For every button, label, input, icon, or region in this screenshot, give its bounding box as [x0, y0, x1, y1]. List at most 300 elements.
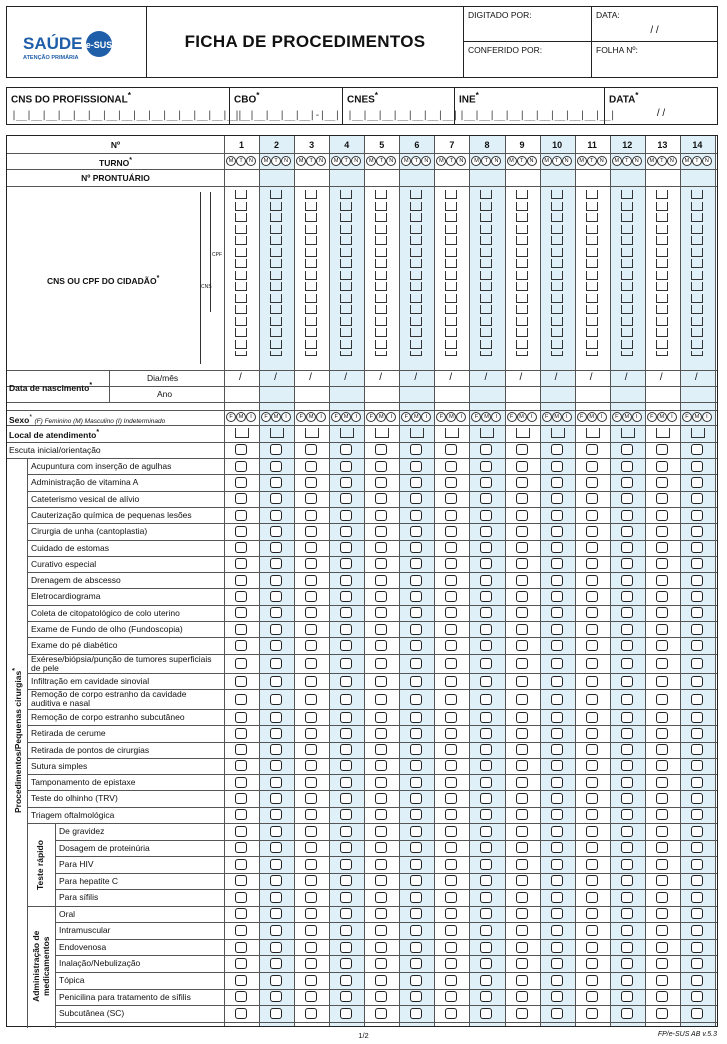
cns-digit-box[interactable] — [270, 202, 282, 211]
cns-digit-box[interactable] — [621, 294, 633, 303]
cns-digit-box[interactable] — [410, 351, 422, 356]
checkbox[interactable] — [691, 859, 703, 870]
checkbox[interactable] — [410, 477, 422, 488]
checkbox[interactable] — [445, 461, 457, 472]
cns-digit-box[interactable] — [340, 294, 352, 303]
sexo-selector[interactable]: F M I — [471, 412, 501, 422]
checkbox[interactable] — [516, 975, 528, 986]
cns-digit-box[interactable] — [270, 282, 282, 291]
turno-selector[interactable]: M T N — [261, 156, 291, 166]
checkbox[interactable] — [340, 542, 352, 553]
cns-digit-box[interactable] — [691, 248, 703, 257]
checkbox[interactable] — [235, 493, 247, 504]
cns-digit-box[interactable] — [270, 271, 282, 280]
cns-digit-box[interactable] — [586, 248, 598, 257]
checkbox[interactable] — [270, 591, 282, 602]
cns-digit-box[interactable] — [551, 328, 563, 337]
checkbox[interactable] — [410, 607, 422, 618]
checkbox[interactable] — [480, 859, 492, 870]
cns-digit-box[interactable] — [375, 351, 387, 356]
cns-digit-box[interactable] — [656, 248, 668, 257]
checkbox[interactable] — [586, 591, 598, 602]
cns-digit-box[interactable] — [621, 340, 633, 349]
checkbox[interactable] — [516, 842, 528, 853]
checkbox[interactable] — [621, 493, 633, 504]
date-slash[interactable]: / — [554, 372, 558, 383]
checkbox[interactable] — [656, 542, 668, 553]
checkbox[interactable] — [480, 942, 492, 953]
cns-digit-box[interactable] — [480, 202, 492, 211]
cns-digit-box[interactable] — [235, 317, 247, 326]
checkbox[interactable] — [235, 826, 247, 837]
date-slash[interactable]: / — [484, 372, 488, 383]
checkbox[interactable] — [621, 942, 633, 953]
checkbox[interactable] — [621, 760, 633, 771]
checkbox[interactable] — [480, 1008, 492, 1019]
cns-digit-box[interactable] — [480, 328, 492, 337]
checkbox[interactable] — [586, 444, 598, 455]
checkbox[interactable] — [410, 975, 422, 986]
checkbox[interactable] — [621, 908, 633, 919]
checkbox[interactable] — [621, 958, 633, 969]
cns-digit-box[interactable] — [235, 340, 247, 349]
checkbox[interactable] — [691, 875, 703, 886]
cns-digit-box[interactable] — [305, 282, 317, 291]
checkbox[interactable] — [656, 892, 668, 903]
checkbox[interactable] — [551, 607, 563, 618]
checkbox[interactable] — [305, 793, 317, 804]
cns-digit-box[interactable] — [480, 282, 492, 291]
sexo-selector[interactable]: F M I — [507, 412, 537, 422]
checkbox[interactable] — [305, 658, 317, 669]
checkbox[interactable] — [375, 942, 387, 953]
sexo-selector[interactable]: F M I — [577, 412, 607, 422]
checkbox[interactable] — [480, 575, 492, 586]
checkbox[interactable] — [586, 859, 598, 870]
cns-digit-box[interactable] — [375, 328, 387, 337]
checkbox[interactable] — [375, 510, 387, 521]
cns-profissional-field[interactable]: CNS DO PROFISSIONAL* |__|__|__|__|__|__|__|__|__|__|__|__|__|__|__| — [7, 88, 230, 124]
checkbox[interactable] — [480, 875, 492, 886]
checkbox[interactable] — [410, 542, 422, 553]
checkbox[interactable] — [656, 676, 668, 687]
checkbox[interactable] — [340, 712, 352, 723]
checkbox[interactable] — [305, 728, 317, 739]
checkbox[interactable] — [305, 640, 317, 651]
checkbox[interactable] — [340, 1008, 352, 1019]
date-slash[interactable]: / — [344, 372, 347, 383]
cns-digit-box[interactable] — [586, 328, 598, 337]
cns-digit-box[interactable] — [410, 213, 422, 222]
local-box[interactable] — [516, 428, 530, 438]
checkbox[interactable] — [621, 744, 633, 755]
cns-digit-box[interactable] — [586, 317, 598, 326]
checkbox[interactable] — [235, 658, 247, 669]
checkbox[interactable] — [235, 809, 247, 820]
checkbox[interactable] — [270, 728, 282, 739]
checkbox[interactable] — [551, 728, 563, 739]
checkbox[interactable] — [516, 591, 528, 602]
cns-digit-box[interactable] — [305, 294, 317, 303]
cns-digit-box[interactable] — [305, 202, 317, 211]
turno-selector[interactable]: M T N — [612, 156, 642, 166]
checkbox[interactable] — [691, 925, 703, 936]
cns-digit-box[interactable] — [375, 340, 387, 349]
checkbox[interactable] — [375, 694, 387, 705]
checkbox[interactable] — [340, 461, 352, 472]
checkbox[interactable] — [445, 777, 457, 788]
cns-digit-box[interactable] — [656, 271, 668, 280]
cns-digit-box[interactable] — [480, 271, 492, 280]
cns-digit-box[interactable] — [691, 271, 703, 280]
checkbox[interactable] — [691, 461, 703, 472]
checkbox[interactable] — [340, 624, 352, 635]
checkbox[interactable] — [270, 942, 282, 953]
cns-digit-box[interactable] — [270, 248, 282, 257]
cns-digit-box[interactable] — [551, 294, 563, 303]
checkbox[interactable] — [305, 744, 317, 755]
checkbox[interactable] — [375, 975, 387, 986]
checkbox[interactable] — [270, 991, 282, 1002]
checkbox[interactable] — [340, 942, 352, 953]
checkbox[interactable] — [551, 477, 563, 488]
checkbox[interactable] — [445, 744, 457, 755]
checkbox[interactable] — [340, 760, 352, 771]
checkbox[interactable] — [656, 760, 668, 771]
sexo-selector[interactable]: F M I — [261, 412, 291, 422]
cns-digit-box[interactable] — [270, 317, 282, 326]
turno-selector[interactable]: M T N — [401, 156, 431, 166]
checkbox[interactable] — [480, 591, 492, 602]
cns-digit-box[interactable] — [551, 340, 563, 349]
cns-digit-box[interactable] — [340, 340, 352, 349]
checkbox[interactable] — [235, 793, 247, 804]
cns-digit-box[interactable] — [480, 317, 492, 326]
cns-digit-box[interactable] — [410, 317, 422, 326]
checkbox[interactable] — [410, 444, 422, 455]
checkbox[interactable] — [621, 777, 633, 788]
cns-digit-box[interactable] — [375, 271, 387, 280]
checkbox[interactable] — [551, 658, 563, 669]
checkbox[interactable] — [375, 1008, 387, 1019]
checkbox[interactable] — [516, 712, 528, 723]
checkbox[interactable] — [410, 676, 422, 687]
checkbox[interactable] — [586, 942, 598, 953]
checkbox[interactable] — [656, 712, 668, 723]
checkbox[interactable] — [586, 624, 598, 635]
checkbox[interactable] — [480, 809, 492, 820]
checkbox[interactable] — [551, 793, 563, 804]
cns-digit-box[interactable] — [691, 317, 703, 326]
cns-digit-box[interactable] — [516, 225, 528, 234]
cns-digit-box[interactable] — [445, 282, 457, 291]
checkbox[interactable] — [270, 477, 282, 488]
checkbox[interactable] — [516, 640, 528, 651]
turno-selector[interactable]: M T N — [226, 156, 256, 166]
checkbox[interactable] — [270, 607, 282, 618]
checkbox[interactable] — [410, 908, 422, 919]
checkbox[interactable] — [305, 510, 317, 521]
checkbox[interactable] — [480, 793, 492, 804]
checkbox[interactable] — [586, 712, 598, 723]
checkbox[interactable] — [305, 607, 317, 618]
checkbox[interactable] — [691, 728, 703, 739]
checkbox[interactable] — [691, 892, 703, 903]
prof-data-field[interactable]: DATA* / / — [609, 90, 666, 120]
checkbox[interactable] — [586, 958, 598, 969]
cns-digit-box[interactable] — [305, 305, 317, 314]
checkbox[interactable] — [691, 975, 703, 986]
cns-digit-box[interactable] — [621, 236, 633, 245]
checkbox[interactable] — [551, 676, 563, 687]
cns-digit-box[interactable] — [586, 294, 598, 303]
local-box[interactable] — [621, 428, 635, 438]
checkbox[interactable] — [480, 624, 492, 635]
checkbox[interactable] — [235, 640, 247, 651]
local-box[interactable] — [691, 428, 705, 438]
checkbox[interactable] — [621, 477, 633, 488]
checkbox[interactable] — [235, 728, 247, 739]
checkbox[interactable] — [516, 542, 528, 553]
checkbox[interactable] — [235, 908, 247, 919]
checkbox[interactable] — [340, 526, 352, 537]
checkbox[interactable] — [551, 942, 563, 953]
checkbox[interactable] — [656, 575, 668, 586]
cns-digit-box[interactable] — [270, 259, 282, 268]
cns-digit-box[interactable] — [235, 202, 247, 211]
date-slash[interactable]: / — [519, 372, 523, 383]
checkbox[interactable] — [445, 640, 457, 651]
cns-digit-box[interactable] — [551, 225, 563, 234]
checkbox[interactable] — [410, 575, 422, 586]
cns-digit-box[interactable] — [375, 282, 387, 291]
cns-digit-box[interactable] — [586, 271, 598, 280]
checkbox[interactable] — [516, 809, 528, 820]
checkbox[interactable] — [445, 925, 457, 936]
sexo-selector[interactable]: F M I — [226, 412, 256, 422]
checkbox[interactable] — [340, 975, 352, 986]
cns-digit-box[interactable] — [270, 305, 282, 314]
checkbox[interactable] — [340, 591, 352, 602]
date-slash[interactable]: / — [589, 372, 593, 383]
checkbox[interactable] — [270, 444, 282, 455]
checkbox[interactable] — [516, 558, 528, 569]
checkbox[interactable] — [235, 777, 247, 788]
checkbox[interactable] — [480, 510, 492, 521]
checkbox[interactable] — [305, 925, 317, 936]
sexo-selector[interactable]: F M I — [612, 412, 642, 422]
cns-digit-box[interactable] — [235, 282, 247, 291]
cns-digit-box[interactable] — [340, 351, 352, 356]
checkbox[interactable] — [375, 461, 387, 472]
checkbox[interactable] — [410, 942, 422, 953]
checkbox[interactable] — [621, 728, 633, 739]
checkbox[interactable] — [551, 908, 563, 919]
checkbox[interactable] — [270, 461, 282, 472]
cns-digit-box[interactable] — [305, 351, 317, 356]
checkbox[interactable] — [375, 624, 387, 635]
local-box[interactable] — [551, 428, 565, 438]
checkbox[interactable] — [691, 510, 703, 521]
checkbox[interactable] — [551, 624, 563, 635]
checkbox[interactable] — [586, 461, 598, 472]
cns-digit-box[interactable] — [656, 328, 668, 337]
cns-digit-box[interactable] — [445, 236, 457, 245]
checkbox[interactable] — [270, 558, 282, 569]
cns-digit-box[interactable] — [305, 236, 317, 245]
cns-digit-box[interactable] — [691, 259, 703, 268]
cns-digit-box[interactable] — [516, 236, 528, 245]
cns-digit-box[interactable] — [410, 282, 422, 291]
checkbox[interactable] — [235, 958, 247, 969]
checkbox[interactable] — [410, 744, 422, 755]
checkbox[interactable] — [691, 942, 703, 953]
checkbox[interactable] — [375, 493, 387, 504]
checkbox[interactable] — [235, 1008, 247, 1019]
checkbox[interactable] — [410, 624, 422, 635]
checkbox[interactable] — [691, 991, 703, 1002]
checkbox[interactable] — [235, 892, 247, 903]
cns-digit-box[interactable] — [340, 282, 352, 291]
checkbox[interactable] — [340, 744, 352, 755]
cns-digit-box[interactable] — [235, 328, 247, 337]
local-box[interactable] — [586, 428, 600, 438]
checkbox[interactable] — [340, 728, 352, 739]
checkbox[interactable] — [656, 728, 668, 739]
checkbox[interactable] — [375, 744, 387, 755]
cns-digit-box[interactable] — [691, 282, 703, 291]
sexo-selector[interactable]: F M I — [682, 412, 712, 422]
checkbox[interactable] — [586, 925, 598, 936]
checkbox[interactable] — [305, 676, 317, 687]
checkbox[interactable] — [551, 809, 563, 820]
checkbox[interactable] — [621, 975, 633, 986]
checkbox[interactable] — [516, 607, 528, 618]
checkbox[interactable] — [305, 575, 317, 586]
checkbox[interactable] — [270, 842, 282, 853]
cns-digit-box[interactable] — [445, 213, 457, 222]
cns-digit-box[interactable] — [621, 328, 633, 337]
checkbox[interactable] — [480, 728, 492, 739]
checkbox[interactable] — [551, 542, 563, 553]
cns-digit-box[interactable] — [480, 248, 492, 257]
turno-selector[interactable]: M T N — [507, 156, 537, 166]
checkbox[interactable] — [270, 526, 282, 537]
checkbox[interactable] — [445, 542, 457, 553]
cns-digit-box[interactable] — [656, 282, 668, 291]
local-box[interactable] — [656, 428, 670, 438]
checkbox[interactable] — [516, 991, 528, 1002]
checkbox[interactable] — [340, 859, 352, 870]
sexo-selector[interactable]: F M I — [401, 412, 431, 422]
checkbox[interactable] — [410, 658, 422, 669]
checkbox[interactable] — [586, 575, 598, 586]
checkbox[interactable] — [410, 728, 422, 739]
checkbox[interactable] — [691, 809, 703, 820]
cns-digit-box[interactable] — [480, 259, 492, 268]
checkbox[interactable] — [656, 607, 668, 618]
checkbox[interactable] — [551, 760, 563, 771]
cns-digit-box[interactable] — [270, 225, 282, 234]
data-field[interactable]: DATA: / / — [592, 7, 717, 42]
checkbox[interactable] — [516, 958, 528, 969]
checkbox[interactable] — [551, 875, 563, 886]
cns-digit-box[interactable] — [270, 328, 282, 337]
checkbox[interactable] — [586, 975, 598, 986]
checkbox[interactable] — [270, 826, 282, 837]
cns-digit-box[interactable] — [621, 317, 633, 326]
checkbox[interactable] — [586, 777, 598, 788]
checkbox[interactable] — [445, 975, 457, 986]
checkbox[interactable] — [235, 526, 247, 537]
checkbox[interactable] — [551, 526, 563, 537]
cns-digit-box[interactable] — [340, 259, 352, 268]
checkbox[interactable] — [656, 444, 668, 455]
checkbox[interactable] — [621, 444, 633, 455]
checkbox[interactable] — [340, 658, 352, 669]
checkbox[interactable] — [691, 575, 703, 586]
local-box[interactable] — [235, 428, 249, 438]
checkbox[interactable] — [516, 744, 528, 755]
cns-digit-box[interactable] — [516, 282, 528, 291]
checkbox[interactable] — [516, 942, 528, 953]
cns-digit-box[interactable] — [656, 351, 668, 356]
conferido-por-field[interactable]: CONFERIDO POR: — [464, 42, 592, 77]
checkbox[interactable] — [410, 493, 422, 504]
checkbox[interactable] — [410, 591, 422, 602]
checkbox[interactable] — [270, 760, 282, 771]
checkbox[interactable] — [375, 542, 387, 553]
cns-digit-box[interactable] — [235, 294, 247, 303]
checkbox[interactable] — [586, 728, 598, 739]
checkbox[interactable] — [656, 826, 668, 837]
checkbox[interactable] — [480, 826, 492, 837]
checkbox[interactable] — [656, 624, 668, 635]
checkbox[interactable] — [445, 892, 457, 903]
checkbox[interactable] — [340, 892, 352, 903]
checkbox[interactable] — [480, 444, 492, 455]
checkbox[interactable] — [410, 892, 422, 903]
cns-digit-box[interactable] — [656, 190, 668, 199]
cns-digit-box[interactable] — [691, 351, 703, 356]
checkbox[interactable] — [480, 477, 492, 488]
checkbox[interactable] — [480, 640, 492, 651]
checkbox[interactable] — [516, 760, 528, 771]
checkbox[interactable] — [445, 712, 457, 723]
cns-digit-box[interactable] — [551, 282, 563, 291]
checkbox[interactable] — [551, 859, 563, 870]
cns-digit-box[interactable] — [621, 213, 633, 222]
cns-digit-box[interactable] — [305, 190, 317, 199]
checkbox[interactable] — [235, 744, 247, 755]
cns-digit-box[interactable] — [656, 305, 668, 314]
cns-digit-box[interactable] — [235, 213, 247, 222]
checkbox[interactable] — [480, 712, 492, 723]
cns-digit-box[interactable] — [340, 328, 352, 337]
checkbox[interactable] — [621, 624, 633, 635]
date-slash[interactable]: / — [694, 372, 698, 383]
cns-digit-box[interactable] — [305, 317, 317, 326]
checkbox[interactable] — [516, 694, 528, 705]
checkbox[interactable] — [305, 526, 317, 537]
checkbox[interactable] — [445, 809, 457, 820]
cns-digit-box[interactable] — [656, 236, 668, 245]
cns-digit-box[interactable] — [480, 236, 492, 245]
checkbox[interactable] — [586, 991, 598, 1002]
checkbox[interactable] — [375, 591, 387, 602]
cns-digit-box[interactable] — [235, 271, 247, 280]
checkbox[interactable] — [621, 607, 633, 618]
